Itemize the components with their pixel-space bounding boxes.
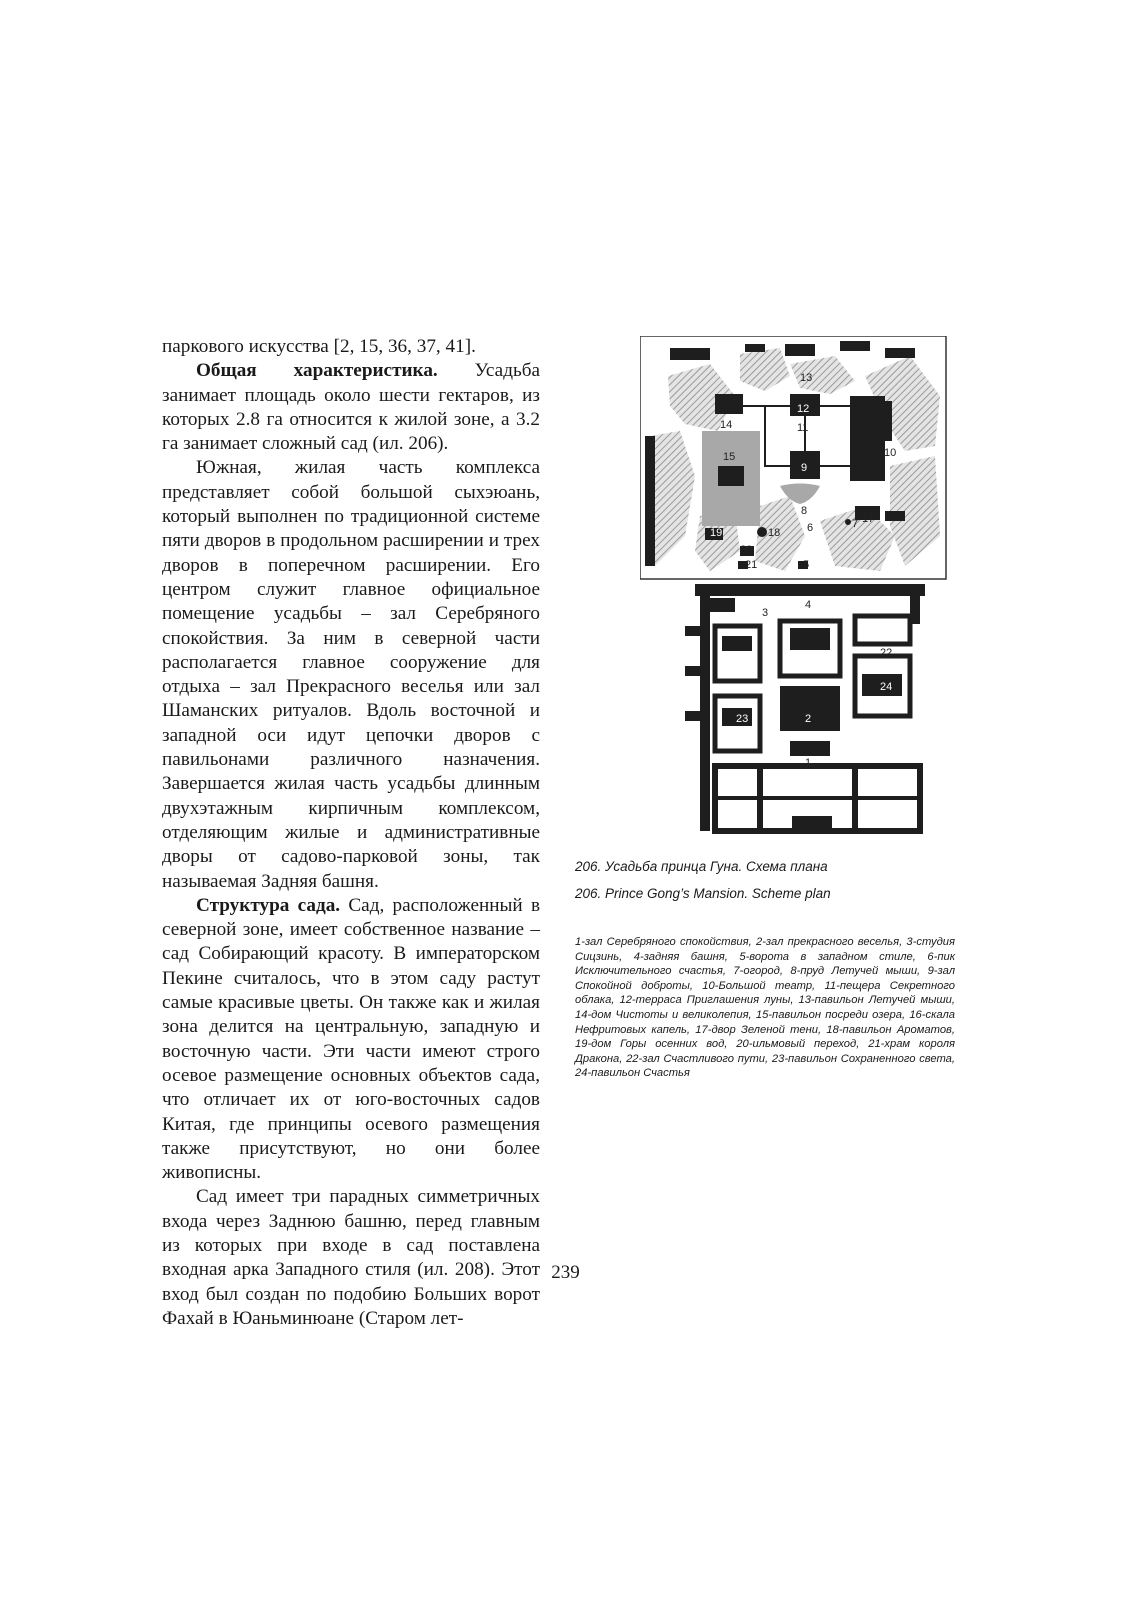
label-17: 17	[862, 513, 875, 525]
label-19: 19	[710, 527, 723, 539]
figure-caption-en: 206. Prince Gong’s Mansion. Scheme plan	[575, 886, 831, 901]
label-12: 12	[797, 403, 810, 415]
main-text-column	[162, 335, 540, 1331]
label-11: 11	[797, 422, 809, 434]
label-10: 10	[884, 447, 897, 459]
paragraph-1: паркового искусства [2, 15, 36, 37, 41].	[162, 336, 476, 357]
building-15	[718, 466, 744, 486]
building-3	[710, 598, 735, 612]
label-24: 24	[880, 681, 893, 693]
building-4	[695, 584, 925, 596]
label-7: 7	[852, 518, 859, 530]
label-4: 4	[805, 599, 812, 611]
building-1	[790, 741, 830, 756]
label-8: 8	[801, 505, 808, 517]
paragraph-general	[162, 359, 540, 456]
building-14	[715, 394, 743, 414]
heading-garden-structure: Структура сада.	[196, 894, 341, 916]
label-18: 18	[768, 527, 781, 539]
figure-legend: 1-зал Серебряного спокойствия, 2-зал прекрасного веселья, 3-студия Сицзинь, 4-задняя башня, 5-ворота в западном стиле, 6-пик Исключительного счастья, 7-огород, 8-пруд Летучей мыши, 9-зал Спокойной доброты, 10-Большой театр, 11-пещера Секретного облака, 12-терраса Приглашения луны, 13-павильон Летучей мыши, 14-дом Чистоты и великолепия, 15-павильон посреди озера, 16-скала Нефритовых капель, 17-двор Зеленой тени, 18-павильон Ароматов, 19-дом Горы осенних вод, 20-ильмовый переход, 21-храм короля Дракона, 22-зал Счастливого пути, 23-павильон Сохраненного света, 24-павильон Счастья	[575, 936, 955, 1080]
paragraph-entrances: Сад имеет три парадных симметричных входа через Заднюю башню, перед главным из которых при входе в сад поставлена входная арка Западного стиля (ил. 208). Этот вход был создан по подобию Больших ворот Фахай в Юаньминюане (Старом лет-	[162, 1186, 540, 1329]
heading-general: Общая характеристика.	[196, 360, 438, 382]
label-6: 6	[807, 522, 814, 534]
label-22: 22	[880, 647, 893, 659]
label-21: 21	[745, 559, 758, 571]
label-23: 23	[736, 713, 749, 725]
site-plan-svg	[640, 336, 947, 836]
label-9: 9	[801, 462, 808, 474]
building-18	[757, 527, 767, 537]
building-10	[850, 396, 885, 481]
paragraph-residential: Южная, жилая часть комплекса представляет собой большой сыхэюань, который выполнен по традиционной системе пяти дворов в продольном расширении и трех дворов в поперечном расширении. Его центром служит главное официальное помещение усадьбы – зал Серебряного спокойствия. За ним в северной части располагается главное сооружение для отдыха – зал Прекрасного веселья или зал Шаманских ритуалов. Вдоль восточной и западной оси идут цепочки дворов с павильонами различного назначения. Завершается жилая часть усадьбы длинным двухэтажным кирпичным комплексом, отделяющим жилые и административные дворы от садово-парковой зоны, так называемая Задняя башня.	[162, 457, 540, 892]
west-corridor	[645, 436, 655, 566]
figure-caption-ru: 206. Усадьба принца Гуна. Схема плана	[575, 859, 828, 874]
label-5: 5	[803, 559, 810, 571]
label-1: 1	[805, 757, 812, 769]
site-plan-figure	[640, 336, 947, 836]
label-3: 3	[762, 607, 769, 619]
label-20: 20	[740, 544, 753, 556]
vegetable-garden	[845, 519, 851, 525]
paragraph-garden-text: Сад, расположенный в северной зоне, имеет собственное название – сад Собирающий красоту. В императорском Пекине считалось, что в этом саду растут самые красивые цветы. Он также как и жилая зона делится на центральную, западную и восточную части. Эти части имеют строго осевое размещение основных объектов сада, что отличает их от юго-восточных садов Китая, где принципы осевого размещения также присутствуют, но они более живописны.	[162, 894, 541, 1184]
label-15: 15	[723, 451, 736, 463]
label-13: 13	[800, 372, 813, 384]
label-14: 14	[720, 419, 733, 431]
label-2: 2	[805, 713, 812, 725]
page-number: 239	[551, 1262, 580, 1283]
paragraph-general-text: Усадьба занимает площадь около шести гектаров, из которых 2.8 га относится к жилой зоне, а 3.2 га занимает сложный сад (ил. 206).	[162, 360, 540, 455]
paragraph-garden-structure	[162, 894, 540, 1186]
